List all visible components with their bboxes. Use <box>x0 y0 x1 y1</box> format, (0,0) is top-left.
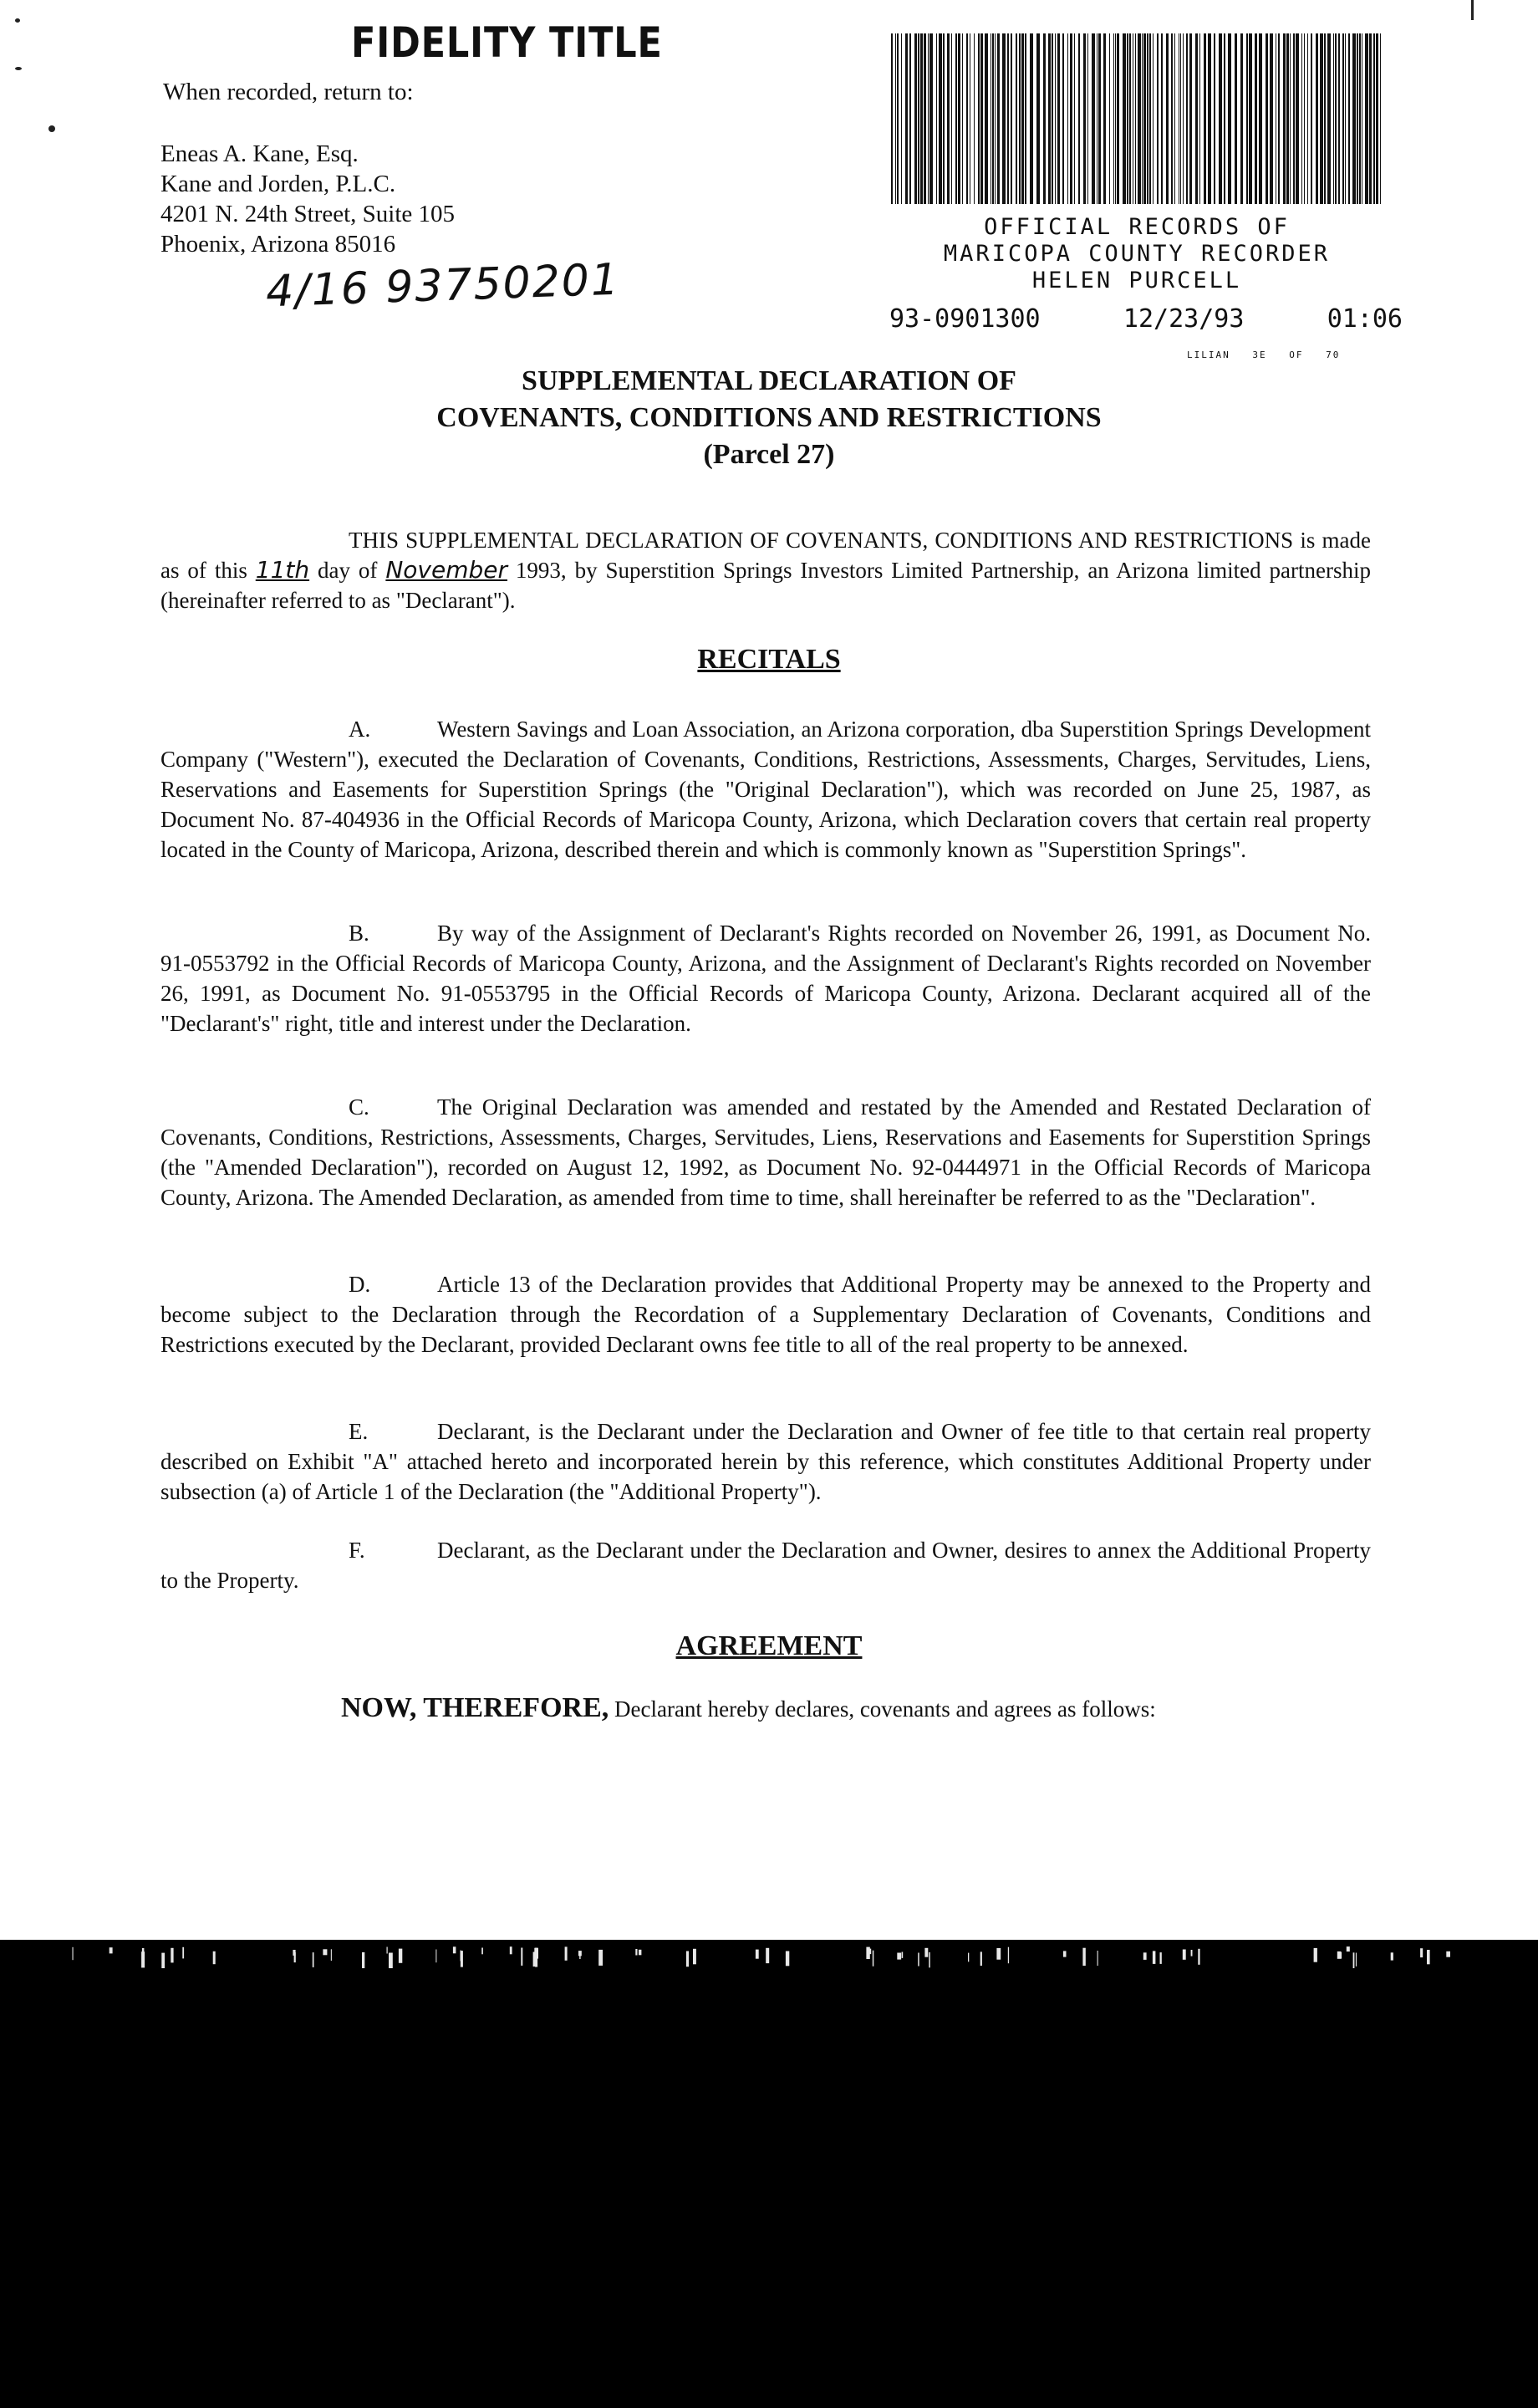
scan-noise-mark <box>1191 1950 1193 1956</box>
agreement-lead: NOW, THEREFORE, <box>341 1692 609 1723</box>
barcode-bar <box>901 33 902 204</box>
scan-noise-mark <box>598 1950 603 1966</box>
barcode-bar <box>929 33 933 204</box>
barcode-bar <box>1320 33 1323 204</box>
recital-item <box>160 918 1371 1038</box>
return-instructions: When recorded, return to: <box>163 79 414 105</box>
scan-noise-mark <box>996 1948 1001 1960</box>
barcode-bar <box>1246 33 1248 204</box>
barcode-bar <box>891 33 893 204</box>
barcode-bar <box>1098 33 1101 204</box>
scan-noise-mark <box>161 1953 165 1968</box>
barcode-bar <box>1135 33 1136 204</box>
barcode-bar <box>951 33 952 204</box>
barcode-bar <box>1270 33 1273 204</box>
return-address <box>160 139 455 259</box>
barcode-bar <box>974 33 975 204</box>
scan-noise-mark <box>766 1948 769 1963</box>
barcode-bar <box>1224 33 1225 204</box>
scan-noise-artifact <box>67 1946 1488 1968</box>
scan-noise-mark <box>929 1952 930 1967</box>
recorder-line: HELEN PURCELL <box>1031 268 1242 293</box>
barcode-bar <box>905 33 908 204</box>
barcode-bar <box>1171 33 1173 204</box>
barcode-bar <box>1235 33 1237 204</box>
barcode-bar <box>1259 33 1262 204</box>
scan-noise-mark <box>389 1953 393 1969</box>
scan-noise-mark <box>387 1947 388 1954</box>
scan-noise-mark <box>968 1953 969 1962</box>
barcode-bar <box>1142 33 1143 204</box>
barcode-bar <box>1021 33 1024 204</box>
barcode-bar <box>1030 33 1033 204</box>
recital-item <box>160 1269 1371 1360</box>
barcode-bar <box>966 33 968 204</box>
scan-noise-mark <box>1391 1952 1393 1960</box>
barcode-bar <box>1278 33 1280 204</box>
barcode-bar <box>1123 33 1126 204</box>
handwritten-reference-number: 4/16 93750201 <box>265 254 621 318</box>
recital-item <box>160 1092 1371 1212</box>
recital-text: By way of the Assignment of Declarant's Rights recorded on November 26, 1991, as Document No. 91-0553792 in the Official Records of Maricopa County, Arizona, and the Assignment of Declarant's Rights recorded on November 26, 1991, as Document No. 91-0553795 in the Official Records of Maricopa County, Arizona. Declarant acquired all of the "Declarant's" right, title and interest under the Declaration. <box>160 921 1371 1036</box>
agreement-text: Declarant hereby declares, covenants and agrees as follows: <box>609 1696 1156 1722</box>
barcode-bar <box>918 33 919 204</box>
barcode-bar <box>1324 33 1326 204</box>
barcode-bar <box>1365 33 1368 204</box>
barcode-bar <box>924 33 926 204</box>
intro-text: 1993, by Superstition Springs Investors Limited Partnership, an Arizona limited partnership (hereinafter referred to as "Declarant"). <box>160 558 1371 613</box>
barcode-bar <box>1359 33 1361 204</box>
recital-text: Declarant, is the Declarant under the Declaration and Owner of fee title to that certain real property described on Exhibit "A" attached hereto and incorporated herein by this reference, which constitutes Additional Property under subsection (a) of Article 1 of the Declaration (the "Additional Property"). <box>160 1419 1371 1504</box>
document-number: 93-0901300 <box>889 304 1041 334</box>
recital-letter: A. <box>349 717 371 742</box>
barcode-bar <box>1057 33 1060 204</box>
scan-noise-mark <box>1353 1952 1355 1968</box>
return-address-line: 4201 N. 24th Street, Suite 105 <box>160 201 456 227</box>
scan-noise-mark <box>182 1947 184 1959</box>
handwritten-month: November <box>385 556 508 584</box>
recital-text: Article 13 of the Declaration provides that Additional Property may be annexed to the Property and become subject to the Declaration through the Recordation of a Supplementary Declaration of Covenants, Conditions and Restrictions executed by the Declarant, provided Declarant owns fee title to all of the real property to be annexed. <box>160 1272 1371 1357</box>
scan-noise-mark <box>142 1948 145 1966</box>
barcode-bar <box>1083 33 1086 204</box>
barcode-bar <box>1174 33 1175 204</box>
recital-item <box>160 1535 1371 1595</box>
barcode-bar <box>1228 33 1231 204</box>
scan-noise-mark <box>1420 1948 1423 1957</box>
scan-noise-mark <box>435 1950 436 1963</box>
barcode-bar <box>1117 33 1119 204</box>
barcode-bar <box>1369 33 1372 204</box>
recital-letter: B. <box>349 921 369 946</box>
barcode-bar <box>1219 33 1222 204</box>
barcode-bar <box>1199 33 1200 204</box>
scan-noise-mark <box>481 1948 483 1955</box>
scan-noise-mark <box>453 1946 456 1953</box>
barcode-bar <box>1149 33 1151 204</box>
scan-noise-mark <box>1315 1953 1316 1962</box>
scan-noise-mark <box>213 1951 216 1964</box>
scan-noise-mark <box>1008 1947 1009 1964</box>
barcode-bar <box>1373 33 1375 204</box>
barcode-bar <box>1307 33 1308 204</box>
barcode-bar <box>962 33 963 204</box>
barcode-bar <box>1290 33 1291 204</box>
barcode-bar <box>1019 33 1021 204</box>
scan-noise-mark <box>897 1953 901 1960</box>
barcode-bar <box>1296 33 1299 204</box>
barcode-bar <box>1304 33 1305 204</box>
scan-noise-mark <box>639 1950 641 1956</box>
barcode-bar <box>1092 33 1095 204</box>
barcode-bar <box>1214 33 1215 204</box>
barcode-bar <box>1376 33 1378 204</box>
recorder-line: OFFICIAL RECORDS OF <box>984 214 1290 240</box>
scan-noise-mark <box>565 1946 568 1960</box>
barcode-bar <box>1016 33 1017 204</box>
scan-noise-mark <box>73 1947 74 1960</box>
barcode-bar <box>1043 33 1046 204</box>
scan-noise-mark <box>579 1952 580 1959</box>
barcode-bar <box>1055 33 1056 204</box>
scan-noise-mark <box>1143 1952 1147 1960</box>
scan-noise-mark <box>171 1948 173 1963</box>
scan-noise-mark <box>331 1949 332 1961</box>
scan-noise-mark <box>521 1948 522 1966</box>
barcode-bar <box>997 33 1000 204</box>
scan-noise-mark <box>1198 1949 1199 1965</box>
scan-speck <box>48 125 55 132</box>
barcode-bar <box>1357 33 1358 204</box>
barcode-bar <box>1189 33 1192 204</box>
scan-noise-mark <box>686 1951 689 1967</box>
barcode-bar <box>1078 33 1080 204</box>
scan-noise-mark <box>294 1952 296 1962</box>
recording-time: 01:06 <box>1327 304 1403 334</box>
scan-noise-mark <box>918 1953 919 1967</box>
barcode-bar <box>992 33 994 204</box>
barcode-bar <box>955 33 957 204</box>
barcode-bar <box>1070 33 1072 204</box>
recital-letter: F. <box>349 1538 365 1563</box>
barcode-bar <box>1147 33 1148 204</box>
barcode-bar <box>980 33 983 204</box>
barcode-bar <box>1327 33 1331 204</box>
barcode-bar <box>1143 33 1146 204</box>
barcode-bar <box>1380 33 1381 204</box>
document-title <box>0 363 1538 473</box>
agreement-heading: AGREEMENT <box>675 1630 863 1661</box>
scan-noise-mark <box>362 1952 364 1968</box>
scan-noise-mark <box>1153 1951 1156 1964</box>
barcode-bar <box>978 33 980 204</box>
return-address-line: Eneas A. Kane, Esq. <box>160 140 359 167</box>
barcode-bar <box>1161 33 1163 204</box>
barcode-bar <box>1103 33 1106 204</box>
barcode-bar <box>1348 33 1350 204</box>
scan-noise-mark <box>399 1949 402 1963</box>
barcode-bar <box>1048 33 1051 204</box>
scan-noise-mark <box>756 1950 759 1959</box>
barcode-bar <box>1311 33 1312 204</box>
barcode-bar <box>1240 33 1243 204</box>
barcode-bar <box>1127 33 1128 204</box>
clerk-mark: LILIAN 3E OF 70 <box>1187 349 1341 360</box>
barcode-bar <box>1011 33 1012 204</box>
scan-noise-mark <box>1063 1951 1067 1956</box>
recording-info <box>889 304 1403 334</box>
barcode-bar <box>1316 33 1318 204</box>
recital-text: The Original Declaration was amended and restated by the Amended and Restated Declaration of Covenants, Conditions, Restrictions, Assessments, Charges, Servitudes, Liens, Reservations and Easements for Superstition Springs (the "Amended Declaration"), recorded on August 12, 1992, as Document No. 92-0444971 in the Official Records of Maricopa County, Arizona. The Amended Declaration, as amended from time to time, shall hereinafter be referred to as the "Declaration". <box>160 1094 1371 1210</box>
recorder-stamp <box>894 214 1379 294</box>
barcode-bar <box>958 33 960 204</box>
barcode-bar <box>914 33 917 204</box>
scan-noise-mark <box>1097 1951 1098 1966</box>
barcode-bar <box>1138 33 1141 204</box>
scan-noise-mark <box>1160 1952 1162 1964</box>
title-line: COVENANTS, CONDITIONS AND RESTRICTIONS <box>436 402 1102 433</box>
barcode-image <box>889 33 1384 204</box>
return-address-line: Kane and Jorden, P.L.C. <box>160 171 396 197</box>
recital-letter: D. <box>349 1272 371 1297</box>
scan-noise-mark <box>1341 1952 1342 1959</box>
recorder-line: MARICOPA COUNTY RECORDER <box>943 241 1331 267</box>
recording-date: 12/23/93 <box>1123 304 1245 334</box>
recitals-heading: RECITALS <box>697 644 841 675</box>
scan-noise-mark <box>635 1949 637 1956</box>
barcode-bar <box>1129 33 1131 204</box>
barcode-bar <box>1074 33 1075 204</box>
title-company-stamp: FIDELITY TITLE <box>351 18 663 67</box>
scan-noise-mark <box>980 1951 982 1966</box>
recital-item <box>160 714 1371 865</box>
barcode-bar <box>1195 33 1198 204</box>
barcode-bar <box>1166 33 1169 204</box>
barcode-bar <box>928 33 929 204</box>
scan-noise-mark <box>535 1948 537 1967</box>
scan-noise-mark <box>866 1947 869 1959</box>
barcode-bar <box>1204 33 1206 204</box>
recital-text: Western Savings and Loan Association, an Arizona corporation, dba Superstition Springs Development Company ("Western"), executed the Declaration of Covenants, Conditions, Restrictions, Assessments, Charges, Servitudes, Liens, Reservations and Easements for Superstition Springs (the "Original Declaration"), which was recorded on June 25, 1987, as Document No. 87-404936 in the Official Records of Maricopa County, Arizona, which Declaration covers that certain real property located in the County of Maricopa, Arizona, described therein and which is commonly known as "Superstition Springs". <box>160 717 1371 862</box>
handwritten-day: 11th <box>255 556 310 584</box>
barcode-bar <box>1180 33 1181 204</box>
barcode-bar <box>1335 33 1337 204</box>
scan-noise-mark <box>109 1947 113 1953</box>
barcode-bar <box>1338 33 1340 204</box>
scan-noise-mark <box>924 1948 928 1957</box>
barcode-bar <box>1087 33 1088 204</box>
scan-speck <box>15 18 20 23</box>
scan-noise-mark <box>786 1951 789 1967</box>
barcode-bar <box>920 33 923 204</box>
barcode-bar <box>1025 33 1026 204</box>
scan-noise-mark <box>902 1952 904 1958</box>
intro-text: THIS SUPPLEMENTAL DECLARATION OF COVENANTS, CONDITIONS AND RESTRICTIONS is made as of this <box>160 528 1371 583</box>
barcode-bar <box>1255 33 1257 204</box>
barcode-bar <box>1183 33 1184 204</box>
scan-black-border <box>0 1940 1538 2408</box>
barcode-bar <box>1186 33 1188 204</box>
barcode-bar <box>1345 33 1346 204</box>
return-address-line: Phoenix, Arizona 85016 <box>160 231 396 258</box>
scan-noise-mark <box>313 1952 314 1967</box>
barcode-bar <box>1352 33 1356 204</box>
scan-speck <box>1471 0 1474 20</box>
barcode-bar <box>1036 33 1040 204</box>
barcode-bar <box>1293 33 1295 204</box>
recital-letter: C. <box>349 1094 369 1120</box>
recital-item <box>160 1416 1371 1507</box>
agreement-statement <box>341 1692 1156 1724</box>
barcode-bar <box>1115 33 1116 204</box>
barcode-bar <box>1157 33 1159 204</box>
scan-noise-mark <box>510 1946 512 1954</box>
title-line: SUPPLEMENTAL DECLARATION OF <box>522 365 1016 396</box>
intro-text: day of <box>309 558 386 583</box>
barcode-bar <box>939 33 942 204</box>
barcode-bar <box>1067 33 1068 204</box>
barcode-bar <box>1342 33 1344 204</box>
scan-noise-mark <box>1082 1948 1085 1966</box>
barcode-bar <box>1007 33 1009 204</box>
scan-noise-mark <box>1356 1953 1357 1967</box>
intro-paragraph <box>160 525 1371 615</box>
barcode-bar <box>1249 33 1252 204</box>
scan-noise-mark <box>323 1949 327 1955</box>
barcode-bar <box>995 33 996 204</box>
barcode-bar <box>985 33 988 204</box>
scan-noise-mark <box>1446 1951 1450 1957</box>
barcode-bar <box>1333 33 1334 204</box>
barcode-bar <box>1052 33 1053 204</box>
barcode-bar <box>1301 33 1302 204</box>
scan-noise-mark <box>1183 1950 1186 1960</box>
barcode-bar <box>947 33 950 204</box>
barcode-bar <box>936 33 937 204</box>
barcode-bar <box>1062 33 1064 204</box>
barcode-bar <box>897 33 899 204</box>
scan-noise-mark <box>873 1951 874 1967</box>
barcode-bar <box>943 33 945 204</box>
scan-noise-mark <box>693 1949 696 1965</box>
barcode-bar <box>1113 33 1114 204</box>
scan-noise-mark <box>1427 1950 1430 1964</box>
barcode-bar <box>1002 33 1006 204</box>
barcode-bar <box>1208 33 1211 204</box>
barcode-bar <box>1266 33 1268 204</box>
recital-letter: E. <box>349 1419 369 1444</box>
scan-speck <box>15 67 22 70</box>
barcode-bar <box>909 33 911 204</box>
barcode-bar <box>1153 33 1154 204</box>
scan-noise-mark <box>1347 1946 1350 1951</box>
barcode-bar <box>1286 33 1289 204</box>
barcode-bar <box>895 33 896 204</box>
barcode-bar <box>1283 33 1286 204</box>
recital-text: Declarant, as the Declarant under the Declaration and Owner, desires to annex the Additional Property to the Property. <box>160 1538 1371 1593</box>
title-line: (Parcel 27) <box>703 439 835 470</box>
barcode-bar <box>1109 33 1110 204</box>
scan-noise-mark <box>461 1951 463 1967</box>
